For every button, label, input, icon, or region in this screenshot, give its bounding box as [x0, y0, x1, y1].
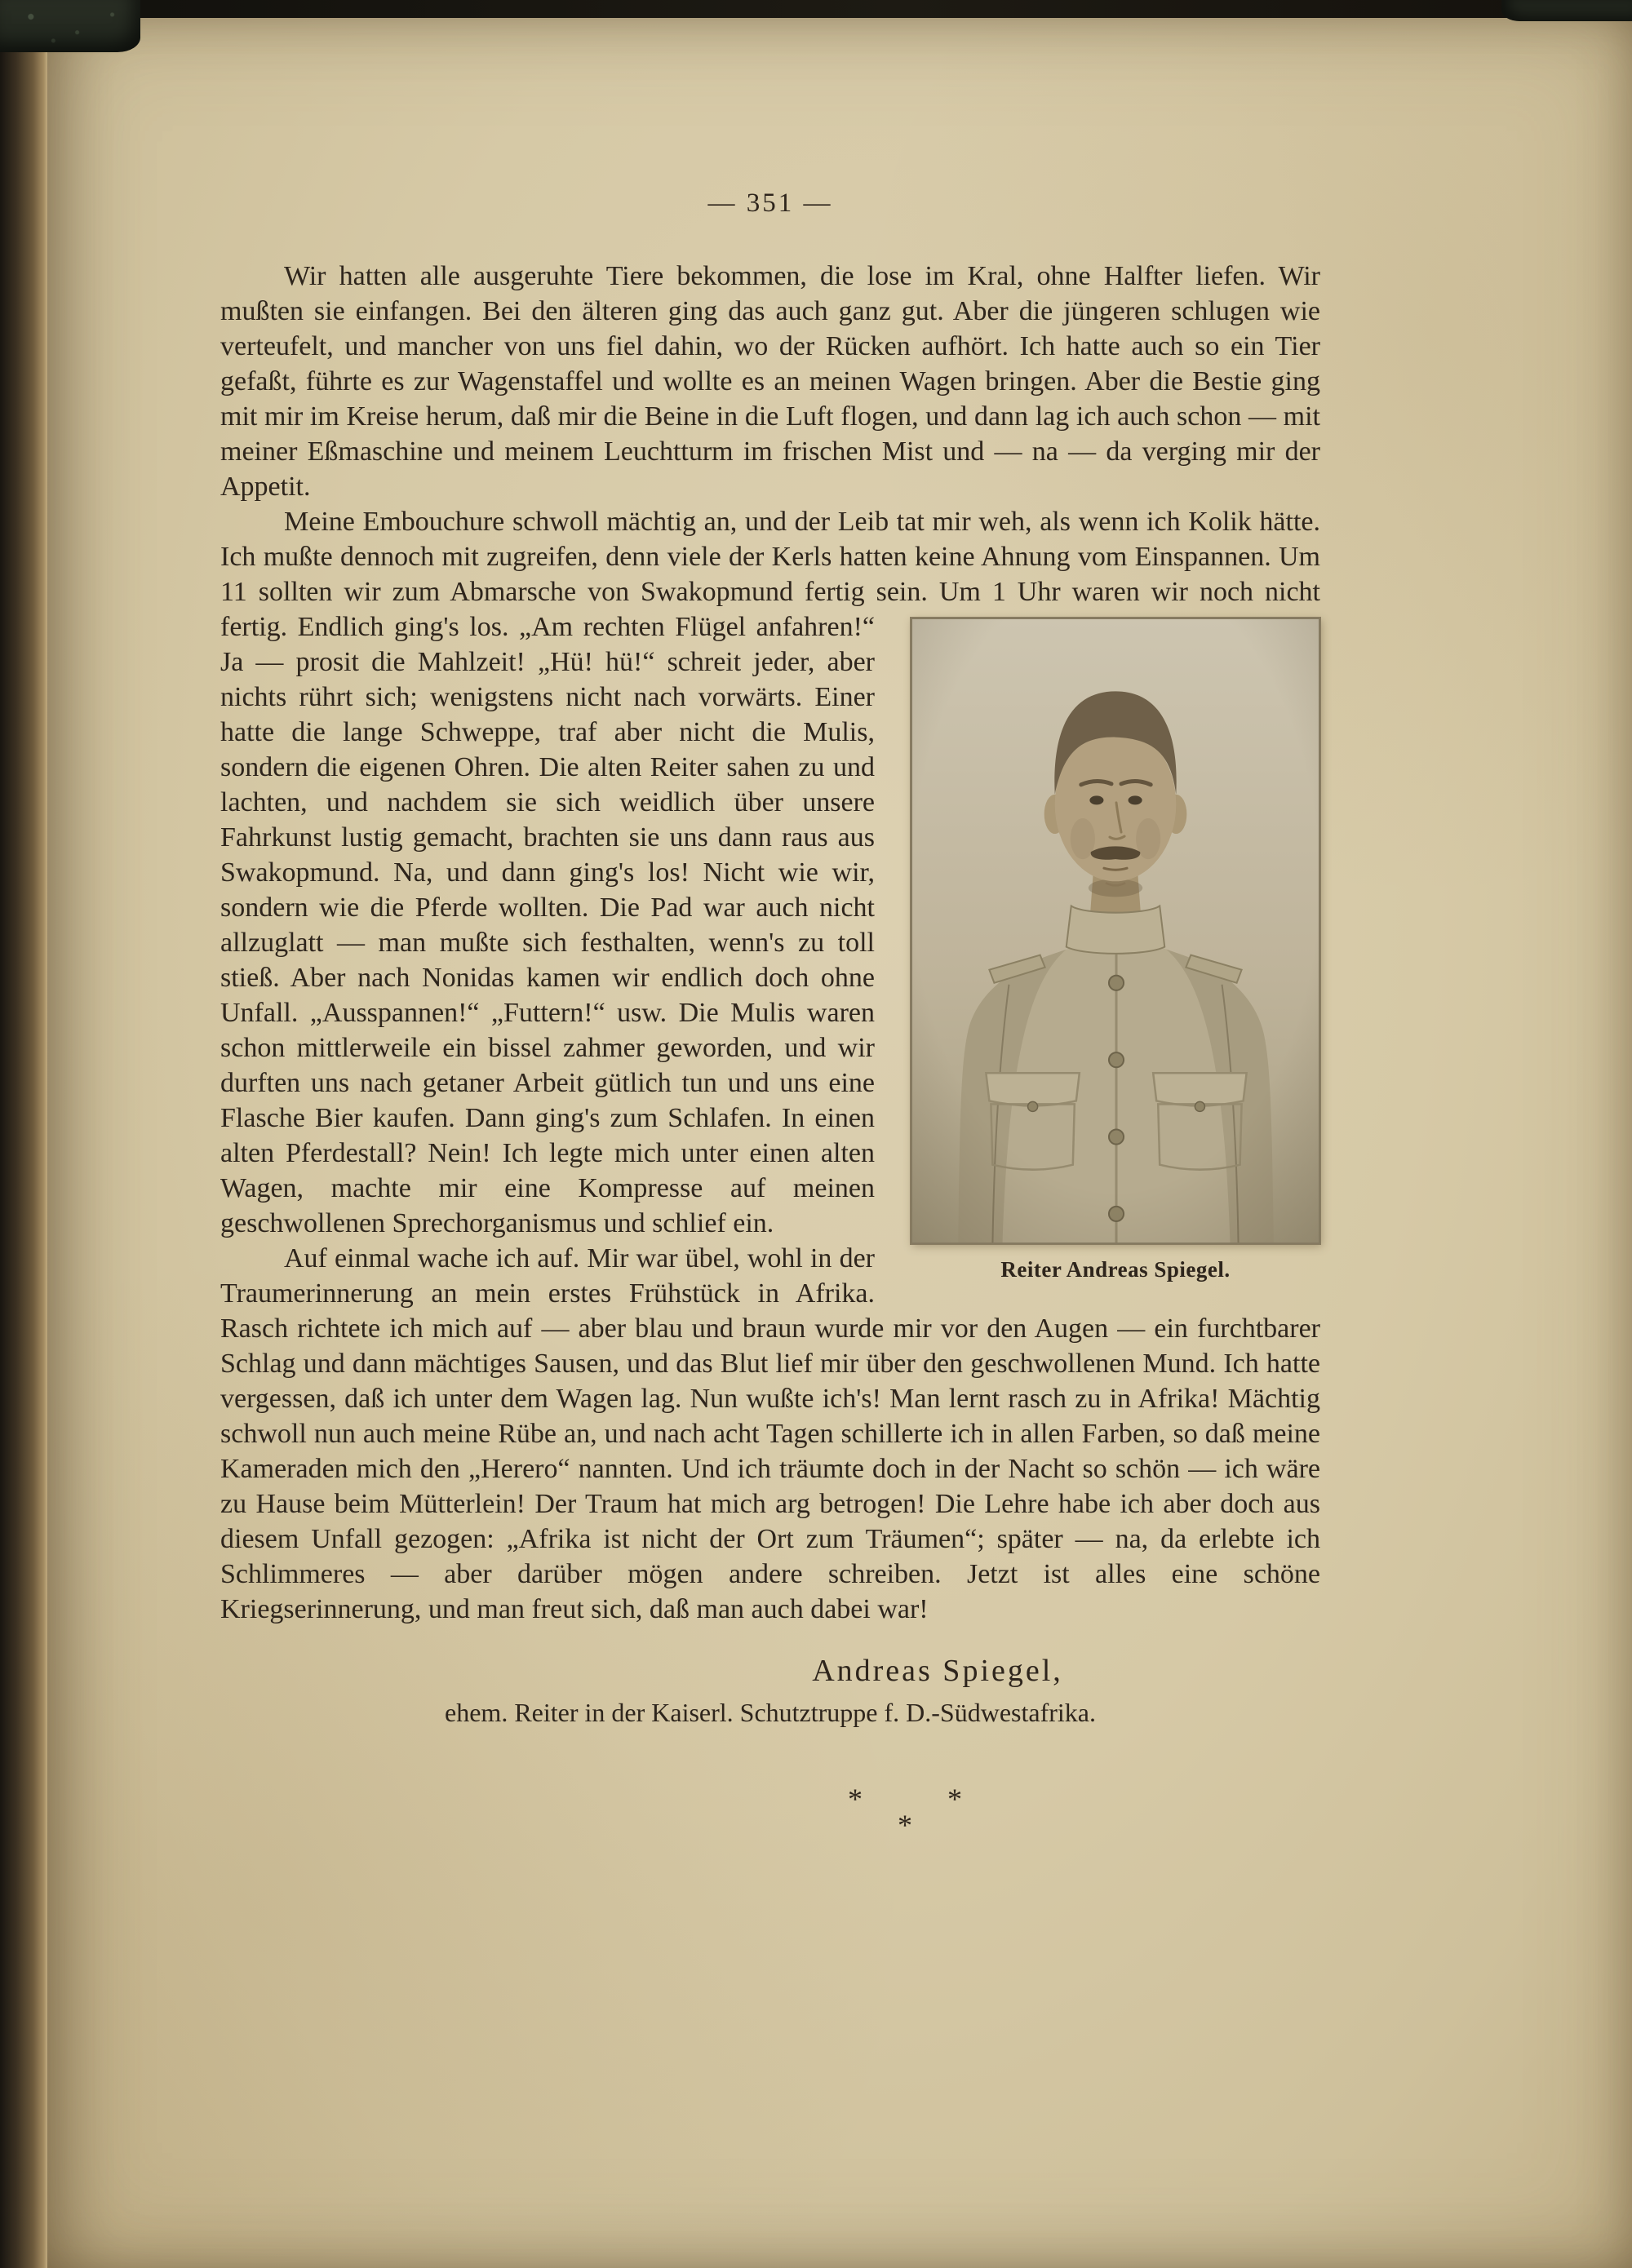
paragraph-3	[220, 1241, 1320, 1627]
book-cover-top-edge	[0, 0, 1632, 18]
portrait-photo	[911, 618, 1320, 1244]
book-edge-left	[0, 0, 47, 2268]
page-content	[220, 16, 1320, 1839]
paragraph-1-text: Wir hatten alle ausgeruhte Tiere bekommen, die lose im Kral, ohne Halfter liefen. Wir mußten sie einfangen. Bei den älteren ging das auch ganz gut. Aber die jüngeren schlugen wie verteufelt, und mancher von uns fiel dahin, wo der Rücken aufhört. Ich hatte auch so ein Tier gefaßt, führte es zur Wagenstaffel und wollte es an meinen Wagen bringen. Aber die Bestie ging mit mir im Kreise herum, daß mir die Beine in die Luft flogen, und dann lag ich auch schon — mit meiner Eßmaschine und meinem Leuchtturm im frischen Mist und — na — da verging mir der Appetit.	[220, 261, 1320, 502]
photo-caption: Reiter Andreas Spiegel.	[1000, 1257, 1231, 1282]
asterisk: *	[898, 1809, 912, 1841]
divider-row-bottom	[490, 1811, 1320, 1839]
author-signature	[220, 1651, 1320, 1731]
asterisk: *	[848, 1783, 863, 1815]
paragraph-2-rest-text: „Am rechten Flügel anfahren!“ Ja — prosit die Mahlzeit! „Hü! hü!“ schreit jeder, aber nichts rührt sich; wenigstens nicht nach vorwärts. Einer hatte die lange Schweppe, traf aber nicht die Mulis, sondern die eigenen Ohren. Die alten Reiter sahen zu und lachten, und nachdem sie sich weidlich über unsere Fahrkunst lustig gemacht, brachten sie uns dann raus aus Swakopmund. Na, und dann ging's los! Nicht wie wir, sondern wie die Pferde wollten. Die Pad war auch nicht allzuglatt — man mußte sich festhalten, wenn's zu toll stieß. Aber nach Nonidas kamen wir endlich doch ohne Unfall. „Ausspannen!“ „Futtern!“ usw. Die Mulis waren schon mittlerweile ein bissel zahmer geworden, und wir durften uns nach getaner Arbeit gütlich tun und uns eine Flasche Bier kaufen. Dann ging's zum Schlafen. In einen alten Pferdestall? Nein! Ich legte mich unter einen alten Wagen, machte mir eine Kompresse auf meinen geschwollenen Sprechorganismus und schlief ein.	[220, 612, 875, 1238]
paragraph-1	[220, 259, 1320, 504]
section-divider	[220, 1785, 1320, 1839]
signature-role: ehem. Reiter in der Kaiserl. Schutztruppe f. D.-Südwestafrika.	[445, 1698, 1096, 1727]
book-page	[47, 16, 1632, 2268]
signature-name: Andreas Spiegel,	[812, 1654, 1063, 1688]
paragraph-2	[220, 504, 1320, 1282]
book-cover-corner-right	[1501, 0, 1632, 21]
book-cover-corner-left	[0, 0, 140, 52]
asterisk: *	[947, 1783, 962, 1815]
paragraph-3-text: Auf einmal wache ich auf. Mir war übel, wohl in der Traumerinnerung an mein erstes Frühstück in Afrika. Rasch richtete ich mich auf — aber blau und braun wurde mir vor den Augen — ein furchtbarer Schlag und dann mächtiges Sausen, und das Blut lief mir über den geschwollenen Mund. Ich hatte vergessen, daß ich unter dem Wagen lag. Nun wußte ich's! Man lernt rasch zu in Afrika! Mächtig schwoll nun auch meine Rübe an, und nach acht Tagen schillerte ich in allen Farben, so daß meine Kameraden mich den „Herero“ nannten. Und ich träumte doch in der Nacht so schön — ich wäre zu Hause beim Mütterlein! Der Traum hat mich arg betrogen! Die Lehre habe ich aber doch aus diesem Unfall gezogen: „Afrika ist nicht der Ort zum Träumen“; später — na, da erlebte ich Schlimmeres — aber darüber mögen andere schreiben. Jetzt ist alles eine schöne Kriegserinnerung, und man freut sich, daß man auch dabei war!	[220, 1243, 1320, 1624]
paragraph-2-intro-text: Meine Embouchure schwoll mächtig an, und der Leib tat mir weh, als wenn ich Kolik hätte. Ich mußte dennoch mit zugreifen, denn viele der Kerls hatten keine Ahnung vom Einspannen. Um 11 sollten wir zum Abmarsche von Swakopmund fertig sein. Um 1 Uhr waren wir noch nicht fertig. Endlich ging's los.	[220, 507, 1320, 642]
photo-vignette	[911, 618, 1320, 1244]
page-number: — 351 —	[707, 188, 833, 218]
portrait-figure	[911, 618, 1320, 1282]
